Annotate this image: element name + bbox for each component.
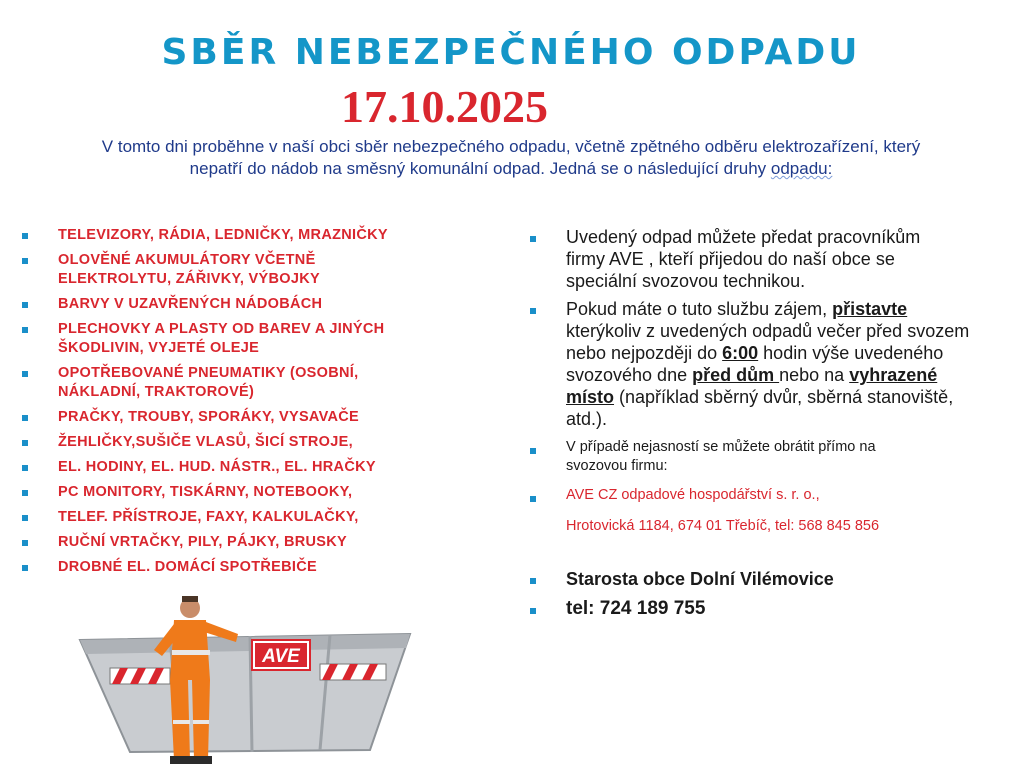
company-address: Hrotovická 1184, 674 01 Třebíč, tel: 568 845 856 [566, 518, 880, 534]
square-bullet-icon [530, 496, 536, 502]
square-bullet-icon [530, 578, 536, 584]
ave-logo [252, 640, 310, 670]
list-item: EL. HODINY, EL. HUD. NÁSTR., EL. HRAČKY [18, 458, 488, 477]
emphasis-text: před dům [692, 365, 780, 385]
list-item: PRAČKY, TROUBY, SPORÁKY, VYSAVAČE [18, 408, 488, 427]
info-list [524, 226, 994, 620]
waste-list [18, 226, 488, 577]
square-bullet-icon [22, 415, 28, 421]
list-item: OLOVĚNÉ AKUMULÁTORY VČETNĚ ELEKTROLYTU, ZÁŘIVKY, VÝBOJKY [18, 251, 428, 289]
square-bullet-icon [530, 236, 536, 242]
list-item: PC MONITORY, TISKÁRNY, NOTEBOOKY, [18, 483, 488, 502]
intro-text [14, 136, 1008, 180]
list-item: DROBNÉ EL. DOMÁCÍ SPOTŘEBIČE [18, 558, 488, 577]
square-bullet-icon [22, 327, 28, 333]
list-item: TELEF. PŘÍSTROJE, FAXY, KALKULAČKY, [18, 508, 488, 527]
company-name: AVE CZ odpadové hospodářství s. r. o., [524, 486, 994, 505]
warning-stripe-right [320, 664, 386, 680]
mayor-contact: Starosta obce Dolní Vilémovice [524, 568, 994, 590]
deadline-time: 6:00 [722, 343, 759, 363]
square-bullet-icon [22, 490, 28, 496]
square-bullet-icon [22, 565, 28, 571]
logo-text: AVE [262, 646, 300, 667]
list-item: PLECHOVKY A PLASTY OD BAREV A JINÝCH ŠKODLIVIN, VYJETÉ OLEJE [18, 320, 458, 358]
list-item: OPOTŘEBOVANÉ PNEUMATIKY (OSOBNÍ, NÁKLADNÍ, TRAKTOROVÉ) [18, 364, 428, 402]
square-bullet-icon [22, 440, 28, 446]
emphasis-text: přistavte [832, 299, 908, 319]
warning-stripe-left [110, 668, 170, 684]
square-bullet-icon [22, 258, 28, 264]
intro-line-1: V tomto dni proběhne v naší obci sběr nebezpečného odpadu, včetně zpětného odběru elektrozařízení, který [101, 137, 921, 156]
list-item: ŽEHLIČKY,SUŠIČE VLASŮ, ŠICÍ STROJE, [18, 433, 488, 452]
list-item: RUČNÍ VRTAČKY, PILY, PÁJKY, BRUSKY [18, 533, 488, 552]
list-item: BARVY V UZAVŘENÝCH NÁDOBÁCH [18, 295, 488, 314]
square-bullet-icon [22, 465, 28, 471]
square-bullet-icon [530, 608, 536, 614]
square-bullet-icon [22, 233, 28, 239]
square-bullet-icon [22, 302, 28, 308]
collection-date: 17.10.2025 [341, 81, 548, 132]
info-paragraph: Uvedený odpad můžete předat pracovníkům firmy AVE , kteří přijedou do naší obce se speciální svozovou technikou. [524, 226, 964, 292]
square-bullet-icon [22, 515, 28, 521]
list-item: TELEVIZORY, RÁDIA, LEDNIČKY, MRAZNIČKY [18, 226, 488, 245]
square-bullet-icon [530, 448, 536, 454]
page-title: SBĚR NEBEZPEČNÉHO ODPADU [161, 32, 861, 73]
spellcheck-underlined-word: odpadu: [770, 159, 833, 178]
square-bullet-icon [22, 540, 28, 546]
waste-container-illustration [70, 590, 420, 766]
square-bullet-icon [530, 308, 536, 314]
phone-contact: tel: 724 189 755 [524, 598, 994, 620]
intro-line-2: nepatří do nádob na směsný komunální odpad. Jedná se o následující druhy odpadu: [189, 159, 833, 178]
square-bullet-icon [22, 371, 28, 377]
emphasis-text: vyhrazené místo [566, 365, 938, 407]
info-paragraph: V případě nejasností se můžete obrátit přímo na svozovou firmu: [524, 438, 924, 476]
info-paragraph: Pokud máte o tuto službu zájem, přistavte kterýkoliv z uvedených odpadů večer před svozem nebo nejpozději do 6:00 hodin výše uvedeného svozového dne před dům nebo na vyhrazené místo (například sběrný dvůr, sběrná stanoviště, atd.). [524, 298, 984, 430]
